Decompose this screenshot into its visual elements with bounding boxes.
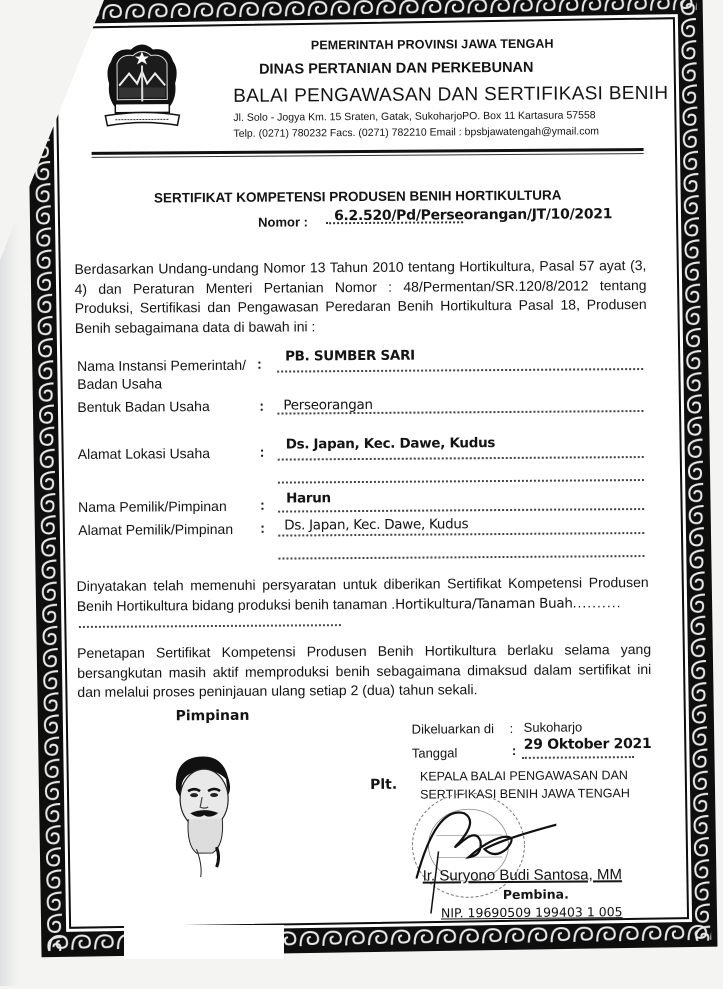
dotted-line: [278, 508, 644, 513]
competence-statement: Dinyatakan telah memenuhi persyaratan untuk diberikan Sertifikat Kompetensi Produsen Benih Hortikultura bidang produksi benih tanaman .Hortikultura/Tanaman Buah..........: [77, 573, 649, 617]
issue-date: 29 Oktober 2021: [524, 736, 652, 753]
letterhead-agency: BALAI PENGAWASAN DAN SERTIFIKASI BENIH: [233, 83, 668, 108]
letterhead-address: Jl. Solo - Jogya Km. 15 Sraten, Gatak, SukoharjoPO. Box 11 Kartasura 57558: [233, 109, 595, 124]
holder-label: Pimpinan: [175, 708, 249, 725]
field-value-alamat-lokasi: Ds. Japan, Kec. Dawe, Kudus: [286, 435, 496, 452]
dotted-line: [522, 756, 634, 759]
legal-basis-paragraph: Berdasarkan Undang-undang Nomor 13 Tahun 2010 tentang Hortikultura, Pasal 57 ayat (3, 4) dan Peraturan Menteri Pertanian Nomor : 48/Permentan/SR.120/8/2012 tentang Produksi, Sertifikasi dan Pengawasan Peredaran Benih Hortikultura Pasal 18, Produsen Benih sebagaimana data di bawah ini :: [74, 256, 647, 338]
field-label-bentuk: Bentuk Badan Usaha: [77, 398, 209, 415]
issued-at-value: Sukoharjo: [524, 719, 583, 734]
field-label-alamat-lokasi: Alamat Lokasi Usaha: [78, 445, 210, 462]
validity-paragraph: Penetapan Sertifikat Kompetensi Produsen Benih Hortikultura berlaku selama yang bersangkutan masih aktif memproduksi benih sebagaimana dimaksud dalam sertifikat ini dan melalui proses peninjauan ulang setiap 2 (dua) tahun sekali.: [77, 640, 651, 703]
signatory-name: Ir. Suryono Budi Santosa, MM: [423, 866, 622, 884]
statement-crop-value: Hortikultura/Tanaman Buah: [395, 595, 573, 612]
issued-at-label: Dikeluarkan di: [412, 721, 494, 737]
certificate-number: 6.2.520/Pd/Perseorangan/JT/10/2021: [334, 206, 612, 224]
field-colon: :: [259, 398, 264, 414]
signatory-rank: Pembina.: [503, 887, 569, 902]
dotted-line: [277, 368, 643, 373]
statement-text: Dinyatakan telah memenuhi persyaratan untuk diberikan Sertifikat Kompetensi Produsen Benih Hortikultura bidang produksi benih tanaman .: [77, 574, 649, 613]
field-colon: :: [512, 743, 516, 758]
certificate-title: SERTIFIKAT KOMPETENSI PRODUSEN BENIH HORTIKULTURA: [154, 188, 562, 206]
dotted-line: [278, 479, 644, 484]
field-label-instansi: Nama Instansi Pemerintah/: [77, 357, 246, 374]
letterhead-department: DINAS PERTANIAN DAN PERKEBUNAN: [259, 60, 534, 78]
signatory-position: KEPALA BALAI PENGAWASAN DAN SERTIFIKASI BENIH JAWA TENGAH: [420, 766, 660, 804]
field-value-nama-pemilik: Harun: [286, 490, 331, 506]
field-colon: :: [260, 520, 265, 536]
letterhead-government: PEMERINTAH PROVINSI JAWA TENGAH: [311, 37, 554, 53]
provincial-crest-icon: [101, 39, 184, 134]
dotted-line: [79, 624, 341, 628]
certificate-number-label: Nomor :: [258, 214, 308, 229]
holder-photo: [166, 749, 247, 880]
field-label-alamat-pemilik: Alamat Pemilik/Pimpinan: [78, 521, 233, 538]
field-colon: :: [257, 356, 262, 372]
letterhead-contact: Telp. (0271) 780232 Facs. (0271) 782210 Email : bpsbjawatengah@ymail.com: [233, 125, 599, 140]
acting-label: Plt.: [370, 777, 397, 793]
field-colon: :: [510, 721, 514, 736]
field-label-badan-usaha: Badan Usaha: [77, 375, 162, 392]
signatory-nip: NIP. 19690509 199403 1 005: [441, 904, 623, 920]
date-label: Tanggal: [412, 745, 458, 760]
field-label-nama-pemilik: Nama Pemilik/Pimpinan: [78, 498, 227, 515]
dotted-line: [278, 456, 644, 461]
dotted-line: [278, 555, 644, 560]
field-value-bentuk: Perseorangan: [283, 397, 372, 414]
field-value-alamat-pemilik: Ds. Japan, Kec. Dawe, Kudus: [284, 516, 468, 533]
field-value-instansi: PB. SUMBER SARI: [285, 348, 415, 365]
field-colon: :: [260, 497, 265, 513]
field-colon: :: [260, 444, 265, 460]
